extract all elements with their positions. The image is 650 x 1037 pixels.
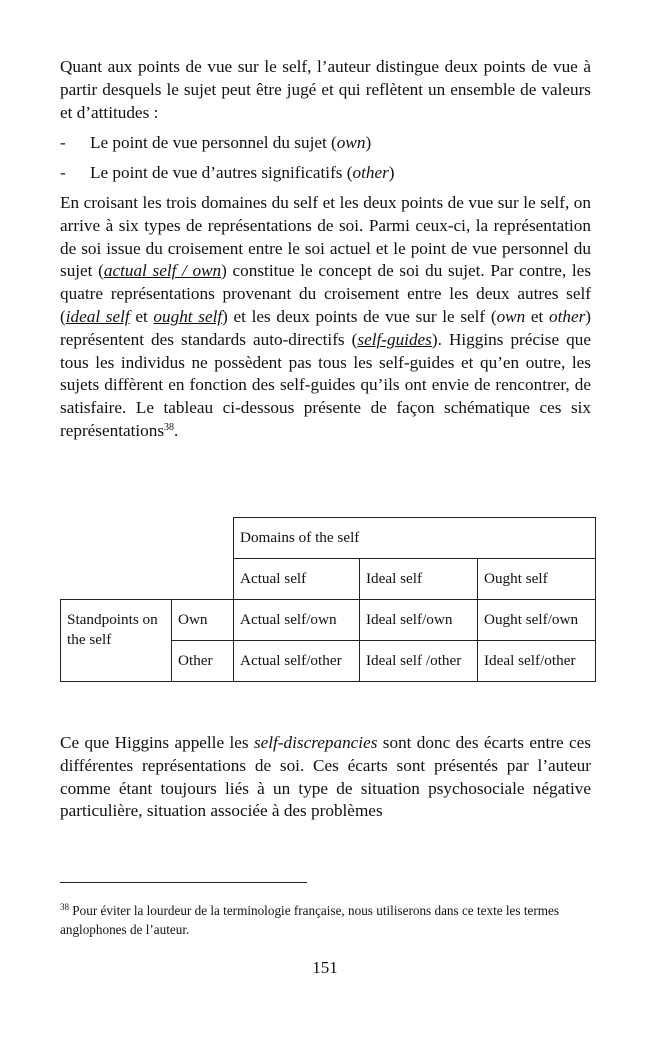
table-header-standpoints: Standpoints on the self: [61, 600, 172, 682]
footnote-divider: [60, 882, 307, 883]
table-column-header: Actual self: [234, 559, 360, 600]
table-header-domains: Domains of the self: [234, 518, 596, 559]
table-row-label: Other: [172, 641, 234, 682]
page-number: 151: [312, 958, 338, 977]
discrepancies-paragraph: Ce que Higgins appelle les self-discrepancies sont donc des écarts entre ces différentes représentations de soi. Ces écarts sont présentés par l’auteur comme étant toujours liés à un type de situation psychosociale négative particulière, situation associée à des problèmes: [60, 733, 591, 821]
representations-paragraph: En croisant les trois domaines du self et les deux points de vue sur le self, on arrive à six types de représentations de soi. Parmi ceux-ci, la représentation de soi issue du croisement entre le soi actuel et le point de vue personnel du sujet (actual self / own) constitue le concept de soi du sujet. Par contre, les quatre représentations provenant du croisement entre les deux autres self (ideal self et ought self) et les deux points de vue sur le self (own et other) représentent des standards auto-directifs (self-guides). Higgins précise que tous les individus ne possèdent pas tous les self-guides et qu’en outre, les sujets diffèrent en fonction des self-guides qu’ils ont envie de rencontrer, de satisfaire. Le tableau ci-dessous présente de façon schématique ces six représentations$^{38}$.: [60, 192, 592, 440]
viewpoint-list: [60, 132, 591, 185]
table-column-header: Ought self: [478, 559, 596, 600]
table-row: [61, 600, 596, 641]
table-cell: Ideal self /other: [360, 641, 478, 682]
table-row-label: Own: [172, 600, 234, 641]
list-item: - Le point de vue personnel du sujet (own): [60, 133, 372, 153]
table-cell: Ought self/own: [478, 600, 596, 641]
table-cell: Actual self/other: [234, 641, 360, 682]
list-item: - Le point de vue d’autres significatifs (other): [60, 163, 395, 183]
self-representations-table: [60, 517, 596, 682]
table-cell: Ideal self/own: [360, 600, 478, 641]
footnote: $^{38}$ Pour éviter la lourdeur de la terminologie française, nous utiliserons dans ce texte les termes anglophones de l’auteur.: [60, 902, 559, 937]
discrepancies-section: [60, 732, 591, 823]
footnote-ref[interactable]: 38: [164, 421, 175, 433]
table-cell: Actual self/own: [234, 600, 360, 641]
page-body: [60, 56, 591, 443]
table-cell: Ideal self/other: [478, 641, 596, 682]
table-column-header: Ideal self: [360, 559, 478, 600]
intro-paragraph: Quant aux points de vue sur le self, l’auteur distingue deux points de vue à partir desquels le sujet peut être jugé et qui reflètent un ensemble de valeurs et d’attitudes :: [60, 57, 591, 122]
